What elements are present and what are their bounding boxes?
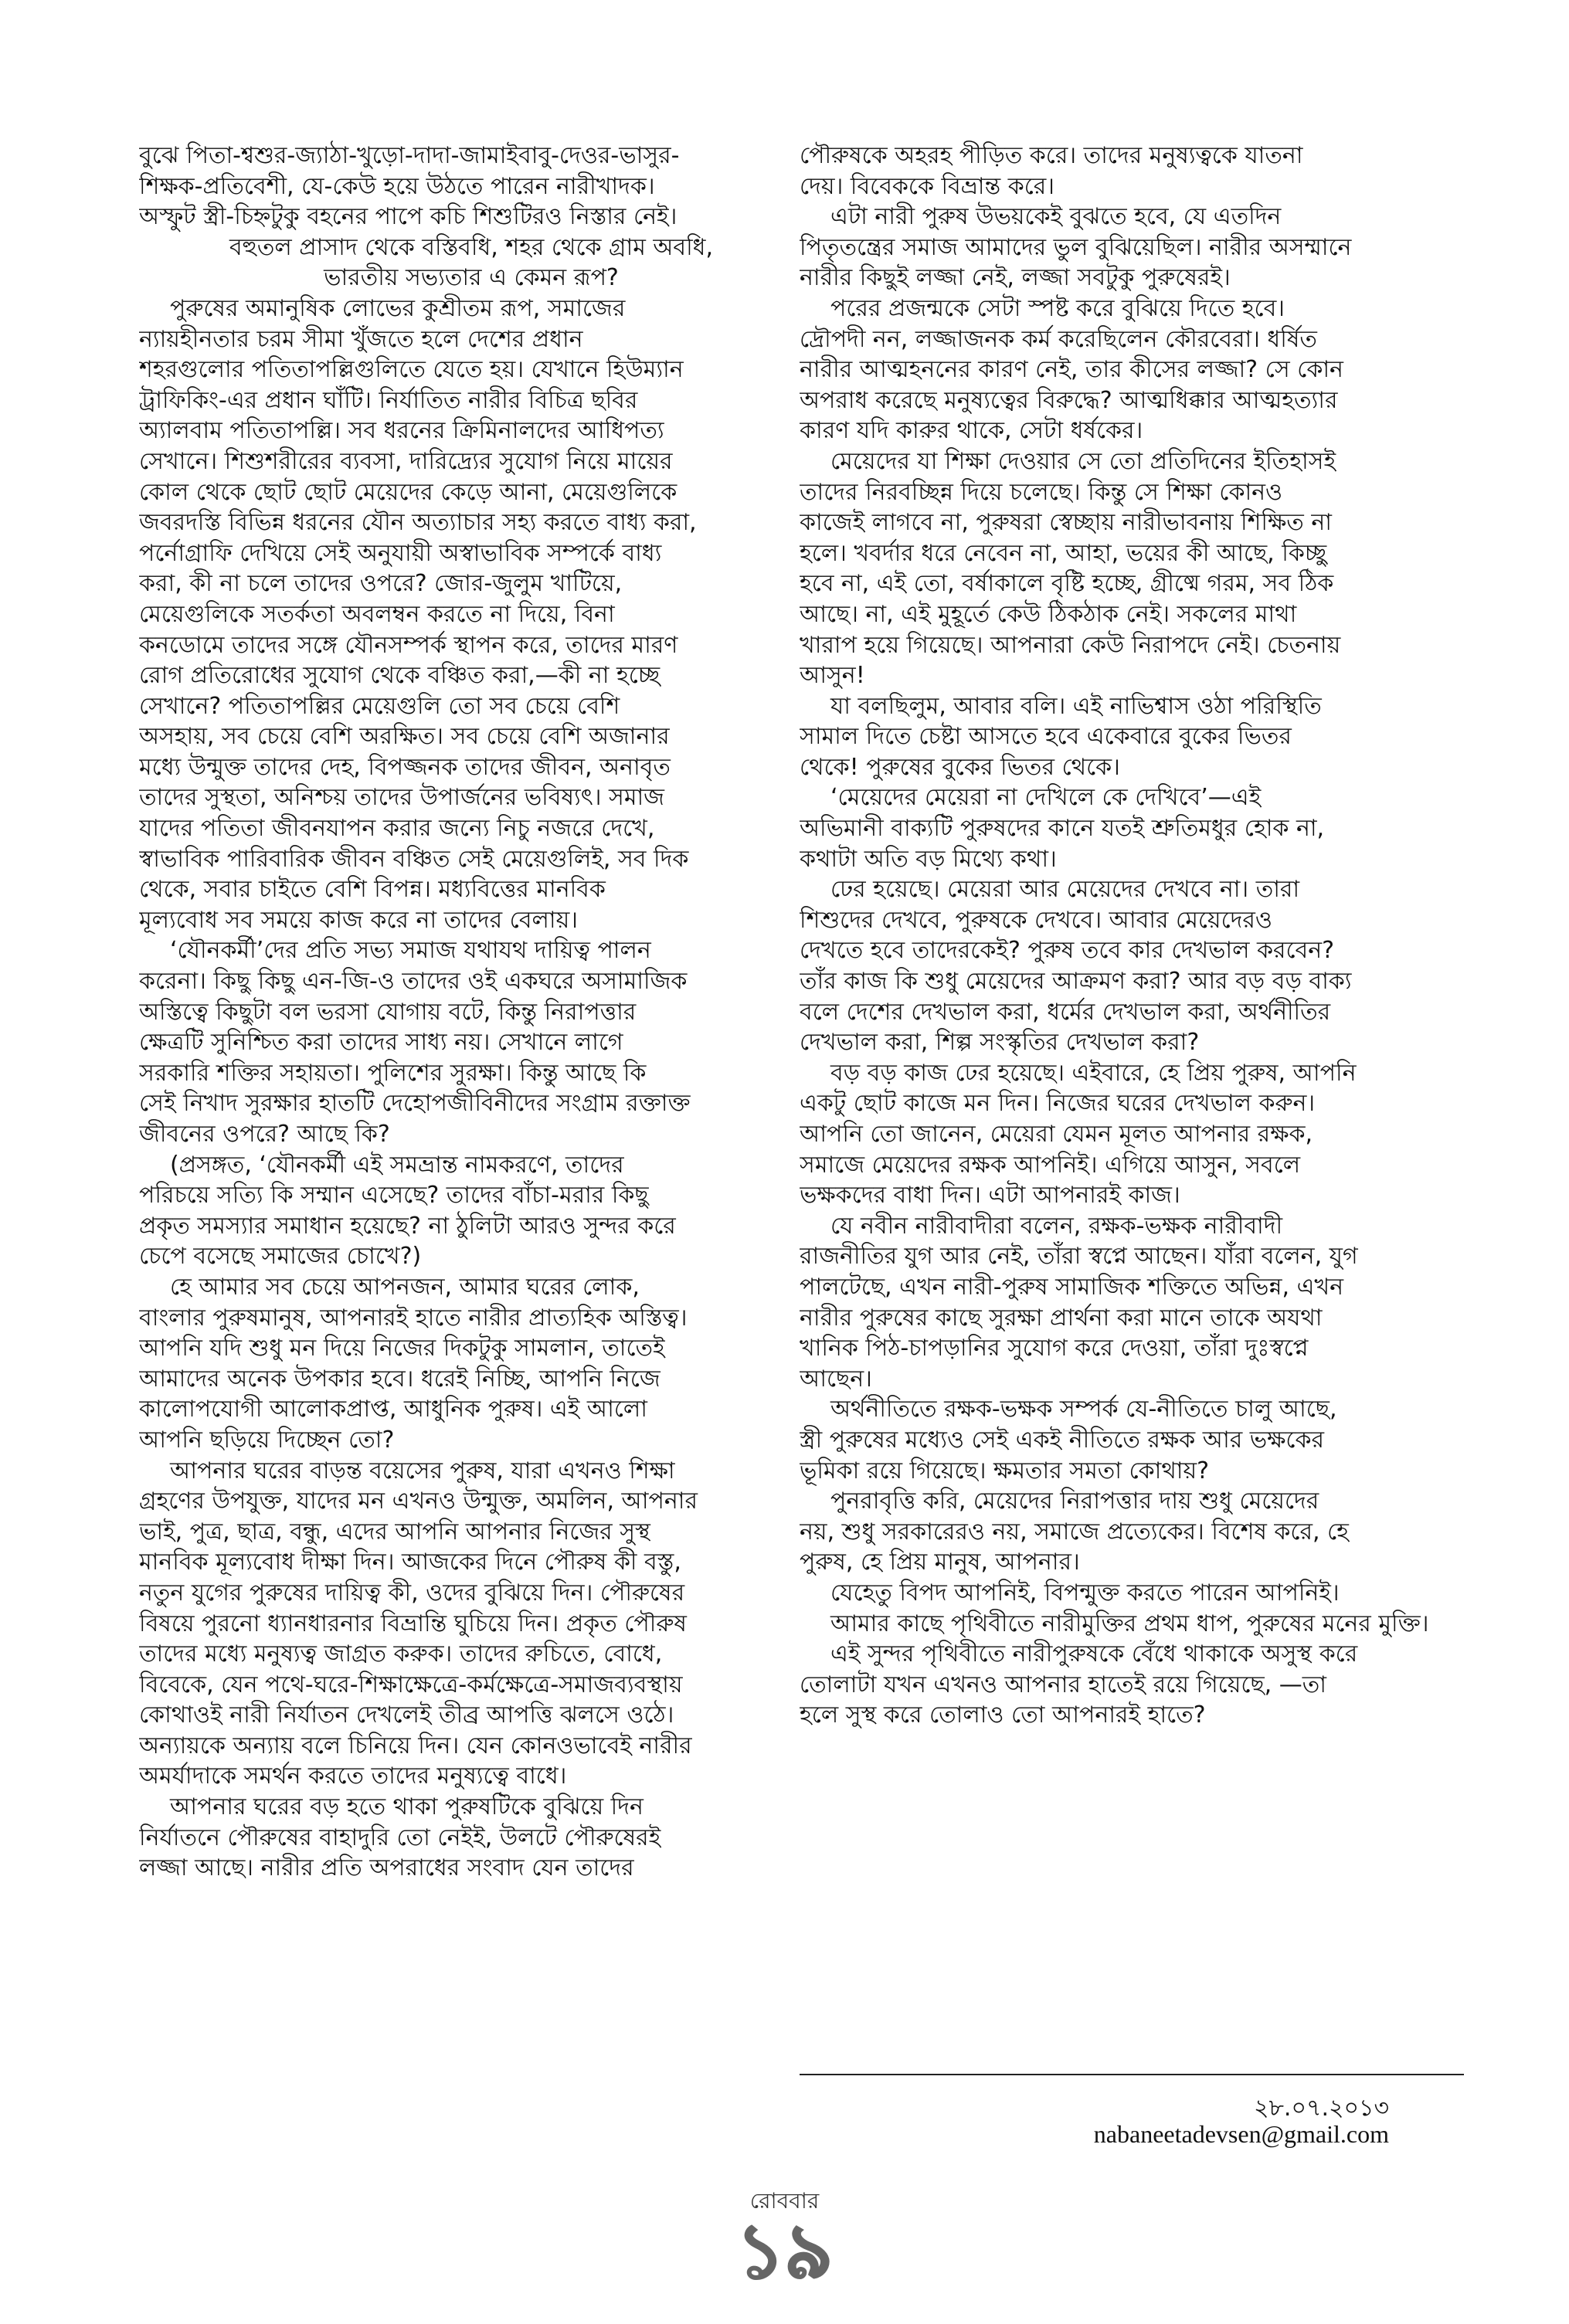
text-line: পালটেছে, এখন নারী-পুরুষ সামাজিক শক্তিতে অভিন্ন, এখন: [800, 1273, 1344, 1301]
text-line: কারণ যদি কারুর থাকে, সেটা ধর্ষকের।: [800, 417, 1143, 445]
author-email[interactable]: nabaneetadevsen@gmail.com: [1093, 2120, 1389, 2148]
text-line: খারাপ হয়ে গিয়েছে। আপনারা কেউ নিরাপদে নেই। চেতনায়: [800, 631, 1341, 659]
text-line: সেখানে? পতিতাপল্লির মেয়েগুলি তো সব চেয়ে বেশি: [139, 692, 620, 720]
text-line: খানিক পিঠ-চাপড়ানির সুযোগ করে দেওয়া, তাঁরা দুঃস্বপ্নে: [800, 1335, 1309, 1362]
text-line: আছে। না, এই মুহূর্তে কেউ ঠিকঠাক নেই। সকলের মাথা: [800, 600, 1297, 628]
text-line: অ্যালবাম পতিতাপল্লি। সব ধরনের ক্রিমিনালদের আধিপত্য: [139, 417, 664, 445]
magazine-name: রোববার: [749, 2188, 820, 2214]
text-line: যা বলছিলুম, আবার বলি। এই নাভিশ্বাস ওঠা পরিস্থিতি: [830, 692, 1322, 720]
text-line: সরকারি শক্তির সহায়তা। পুলিশের সুরক্ষা। কিন্তু আছে কি: [139, 1059, 647, 1087]
text-line: আপনি তো জানেন, মেয়েরা যেমন মূলত আপনার রক্ষক,: [800, 1121, 1313, 1148]
text-line: হে আমার সব চেয়ে আপনজন, আমার ঘরের লোক,: [170, 1273, 640, 1301]
text-line: তোলাটা যখন এখনও আপনার হাতেই রয়ে গিয়েছে, —তা: [800, 1671, 1326, 1698]
text-line: জবরদস্তি বিভিন্ন ধরনের যৌন অত্যাচার সহ্য করতে বাধ্য করা,: [139, 509, 697, 537]
text-line: পুরুষ, হে প্রিয় মানুষ, আপনার।: [800, 1549, 1080, 1576]
text-line: অন্যায়কে অন্যায় বলে চিনিয়ে দিন। যেন কোনওভাবেই নারীর: [139, 1732, 692, 1759]
text-line: রাজনীতির যুগ আর নেই, তাঁরা স্বপ্নে আছেন। যাঁরা বলেন, যুগ: [800, 1243, 1358, 1271]
text-line: ট্রাফিকিং-এর প্রধান ঘাঁটি। নির্যাতিত নারীর বিচিত্র ছবির: [139, 386, 638, 414]
text-line: তাদের মধ্যে মনুষ্যত্ব জাগ্রত করুক। তাদের রুচিতে, বোধে,: [139, 1640, 663, 1668]
text-line: আপনার ঘরের বড় হতে থাকা পুরুষটিকে বুঝিয়ে দিন: [170, 1793, 644, 1821]
text-line: শিশুদের দেখবে, পুরুষকে দেখবে। আবার মেয়েদেরও: [800, 906, 1273, 934]
footer-divider: [800, 2074, 1464, 2075]
text-line: কালোপযোগী আলোকপ্রাপ্ত, আধুনিক পুরুষ। এই আলো: [139, 1396, 647, 1423]
text-line: নারীর কিছুই লজ্জা নেই, লজ্জা সবটুকু পুরুষেরই।: [800, 264, 1231, 292]
right-column: [800, 141, 1464, 1731]
text-line: থেকে! পুরুষের বুকের ভিতর থেকে।: [800, 753, 1120, 781]
text-line: আপনি ছড়িয়ে দিচ্ছেন তো?: [139, 1426, 395, 1454]
text-line: মানবিক মূল্যবোধ দীক্ষা দিন। আজকের দিনে পৌরুষ কী বস্তু,: [139, 1549, 681, 1576]
text-line: মধ্যে উন্মুক্ত তাদের দেহ, বিপজ্জনক তাদের জীবন, অনাবৃত: [139, 753, 671, 781]
text-line: আপনার ঘরের বাড়ন্ত বয়েসের পুরুষ, যারা এখনও শিক্ষা: [170, 1457, 675, 1484]
text-line: আমার কাছে পৃথিবীতে নারীমুক্তির প্রথম ধাপ, পুরুষের মনের মুক্তি।: [830, 1610, 1429, 1637]
text-line: সেখানে। শিশুশরীরের ব্যবসা, দারিদ্র্যের সুযোগ নিয়ে মায়ের: [139, 447, 673, 475]
text-line: নারীর আত্মহননের কারণ নেই, তার কীসের লজ্জা? সে কোন: [800, 356, 1343, 384]
text-line: পিতৃতন্ত্রের সমাজ আমাদের ভুল বুঝিয়েছিল। নারীর অসম্মানে: [800, 233, 1352, 261]
text-line: গ্রহণের উপযুক্ত, যাদের মন এখনও উন্মুক্ত, অমলিন, আপনার: [139, 1488, 698, 1515]
text-line: (প্রসঙ্গত, ‘যৌনকর্মী এই সমভ্রান্ত নামকরণে, তাদের: [170, 1151, 624, 1179]
text-line: তাঁর কাজ কি শুধু মেয়েদের আক্রমণ করা? আর বড় বড় বাক্য: [800, 968, 1352, 996]
page-number: ১৯: [736, 2208, 833, 2295]
text-line: পর্নোগ্রাফি দেখিয়ে সেই অনুযায়ী অস্বাভাবিক সম্পর্কে বাধ্য: [139, 539, 662, 567]
text-line: এটা নারী পুরুষ উভয়কেই বুঝতে হবে, যে এতদিন: [830, 203, 1282, 231]
text-line: একটু ছোট কাজে মন দিন। নিজের ঘরের দেখভাল করুন।: [800, 1090, 1316, 1118]
text-line: যেহেতু বিপদ আপনিই, বিপন্মুক্ত করতে পারেন আপনিই।: [830, 1579, 1340, 1606]
text-line: ভূমিকা রয়ে গিয়েছে। ক্ষমতার সমতা কোথায়?: [800, 1457, 1210, 1484]
text-line: সেই নিখাদ সুরক্ষার হাতটি দেহোপজীবিনীদের সংগ্রাম রক্তাক্ত: [139, 1090, 691, 1118]
text-line: নারীর পুরুষের কাছে সুরক্ষা প্রার্থনা করা মানে তাকে অযথা: [800, 1304, 1323, 1332]
text-line: ভাই, পুত্র, ছাত্র, বন্ধু, এদের আপনি আপনার নিজের সুস্থ: [139, 1518, 650, 1545]
text-line: তাদের সুস্থতা, অনিশ্চয় তাদের উপার্জনের ভবিষ্যৎ। সমাজ: [139, 784, 665, 812]
text-line: ঢের হয়েছে। মেয়েরা আর মেয়েদের দেখবে না। তারা: [830, 876, 1300, 904]
text-line: হলে সুস্থ করে তোলাও তো আপনারই হাতে?: [800, 1701, 1206, 1729]
text-line: জীবনের ওপরে? আছে কি?: [139, 1121, 390, 1148]
text-line: অপরাধ করেছে মনুষ্যত্বের বিরুদ্ধে? আত্মধিক্কার আত্মহত্যার: [800, 386, 1338, 414]
text-line: পুরুষের অমানুষিক লোভের কুশ্রীতম রূপ, সমাজের: [170, 294, 626, 322]
text-line: ‘যৌনকর্মী’দের প্রতি সভ্য সমাজ যথাযথ দায়িত্ব পালন: [170, 937, 651, 965]
text-line: পরিচয়ে সত্যি কি সম্মান এসেছে? তাদের বাঁচা-মরার কিছু: [139, 1182, 649, 1209]
text-line: অমর্যাদাকে সমর্থন করতে তাদের মনুষ্যত্বে বাধে।: [139, 1763, 567, 1790]
verse-line: বহুতল প্রাসাদ থেকে বস্তিবধি, শহর থেকে গ্রাম অবধি,: [229, 233, 714, 261]
text-line: অস্তিত্বে কিছুটা বল ভরসা যোগায় বটে, কিন্তু নিরাপত্তার: [139, 998, 637, 1026]
text-line: নির্যাতনে পৌরুষের বাহাদুরি তো নেইই, উলটে পৌরুষেরই: [139, 1824, 661, 1851]
text-line: বড় বড় কাজ ঢের হয়েছে। এইবারে, হে প্রিয় পুরুষ, আপনি: [830, 1059, 1357, 1087]
text-line: কনডোমে তাদের সঙ্গে যৌনসম্পর্ক স্থাপন করে, তাদের মারণ: [139, 631, 678, 659]
text-line: মেয়েদের যা শিক্ষা দেওয়ার সে তো প্রতিদিনের ইতিহাসই: [830, 447, 1336, 475]
text-line: আমাদের অনেক উপকার হবে। ধরেই নিচ্ছি, আপনি নিজে: [139, 1365, 661, 1393]
text-line: বলে দেশের দেখভাল করা, ধর্মের দেখভাল করা, অর্থনীতির: [800, 998, 1331, 1026]
text-line: কোল থেকে ছোট ছোট মেয়েদের কেড়ে আনা, মেয়েগুলিকে: [139, 478, 678, 506]
text-line: স্ত্রী পুরুষের মধ্যেও সেই একই নীতিতে রক্ষক আর ভক্ষকের: [800, 1426, 1324, 1454]
text-line: মূল্যবোধ সব সময়ে কাজ করে না তাদের বেলায়।: [139, 906, 578, 934]
text-line: যে নবীন নারীবাদীরা বলেন, রক্ষক-ভক্ষক নারীবাদী: [830, 1212, 1283, 1240]
text-line: অভিমানী বাক্যটি পুরুষদের কানে যতই শ্রুতিমধুর হোক না,: [800, 815, 1325, 843]
text-line: তাদের নিরবচ্ছিন্ন দিয়ে চলেছে। কিন্তু সে শিক্ষা কোনও: [800, 478, 1283, 506]
text-line: বাংলার পুরুষমানুষ, আপনারই হাতে নারীর প্রাত্যহিক অস্তিত্ব।: [139, 1304, 688, 1332]
text-line: দেয়। বিবেককে বিভ্রান্ত করে।: [800, 172, 1054, 200]
text-line: কোথাওই নারী নির্যাতন দেখলেই তীব্র আপত্তি ঝলসে ওঠে।: [139, 1701, 674, 1729]
verse-line: ভারতীয় সভ্যতার এ কেমন রূপ?: [324, 264, 619, 292]
text-line: দেখভাল করা, শিল্প সংস্কৃতির দেখভাল করা?: [800, 1029, 1200, 1057]
text-line: কথাটা অতি বড় মিথ্যে কথা।: [800, 845, 1057, 873]
text-line: শহরগুলোর পতিতাপল্লিগুলিতে যেতে হয়। যেখানে হিউম্যান: [139, 356, 684, 384]
text-line: এই সুন্দর পৃথিবীতে নারীপুরুষকে বেঁধে থাকাকে অসুস্থ করে: [830, 1640, 1358, 1668]
text-line: স্বাভাবিক পারিবারিক জীবন বঞ্চিত সেই মেয়েগুলিই, সব দিক: [139, 845, 689, 873]
text-line: ন্যায়হীনতার চরম সীমা খুঁজতে হলে দেশের প্রধান: [139, 325, 583, 353]
text-line: ভক্ষকদের বাধা দিন। এটা আপনারই কাজ।: [800, 1182, 1180, 1209]
text-line: নতুন যুগের পুরুষের দায়িত্ব কী, ওদের বুঝিয়ে দিন। পৌরুষের: [139, 1579, 685, 1606]
text-line: বিষয়ে পুরনো ধ্যানধারনার বিভ্রান্তি ঘুচিয়ে দিন। প্রকৃত পৌরুষ: [139, 1610, 687, 1637]
text-line: চেপে বসেছে সমাজের চোখে?): [139, 1243, 422, 1271]
text-line: সমাজে মেয়েদের রক্ষক আপনিই। এগিয়ে আসুন, সবলে: [800, 1151, 1301, 1179]
text-line: করেনা। কিছু কিছু এন-জি-ও তাদের ওই একঘরে অসামাজিক: [139, 968, 688, 996]
text-line: থেকে, সবার চাইতে বেশি বিপন্ন। মধ্যবিত্তের মানবিক: [139, 876, 606, 904]
text-line: অর্থনীতিতে রক্ষক-ভক্ষক সম্পর্ক যে-নীতিতে চালু আছে,: [830, 1396, 1337, 1423]
text-line: সামাল দিতে চেষ্টা আসতে হবে একেবারে বুকের ভিতর: [800, 723, 1292, 751]
text-line: আছেন।: [800, 1365, 872, 1393]
text-line: করা, কী না চলে তাদের ওপরে? জোর-জুলুম খাটিয়ে,: [139, 570, 623, 598]
text-line: দেখতে হবে তাদেরকেই? পুরুষ তবে কার দেখভাল করবেন?: [800, 937, 1335, 965]
text-line: কাজেই লাগবে না, পুরুষরা স্বেচ্ছায় নারীভাবনায় শিক্ষিত না: [800, 509, 1332, 537]
text-line: শিক্ষক-প্রতিবেশী, যে-কেউ হয়ে উঠতে পারেন নারীখাদক।: [139, 172, 655, 200]
text-line: ক্ষেত্রটি সুনিশ্চিত করা তাদের সাধ্য নয়। সেখানে লাগে: [139, 1029, 623, 1057]
text-line: অস্ফুট স্ত্রী-চিহ্নটুকু বহনের পাপে কচি শিশুটিরও নিস্তার নেই।: [139, 203, 678, 231]
text-line: পুনরাবৃত্তি করি, মেয়েদের নিরাপত্তার দায় শুধু মেয়েদের: [830, 1488, 1319, 1515]
text-line: প্রকৃত সমস্যার সমাধান হয়েছে? না ঠুলিটা আরও সুন্দর করে: [139, 1212, 676, 1240]
text-line: আপনি যদি শুধু মন দিয়ে নিজের দিকটুকু সামলান, তাতেই: [139, 1335, 665, 1362]
text-line: অসহায়, সব চেয়ে বেশি অরক্ষিত। সব চেয়ে বেশি অজানার: [139, 723, 670, 751]
text-line: হবে না, এই তো, বর্ষাকালে বৃষ্টি হচ্ছে, গ্রীষ্মে গরম, সব ঠিক: [800, 570, 1334, 598]
text-line: রোগ প্রতিরোধের সুযোগ থেকে বঞ্চিত করা,—কী না হচ্ছে: [139, 662, 661, 690]
text-line: ‘মেয়েদের মেয়েরা না দেখিলে কে দেখিবে’—এই: [830, 784, 1262, 812]
text-line: পৌরুষকে অহরহ পীড়িত করে। তাদের মনুষ্যত্বকে যাতনা: [800, 142, 1303, 169]
left-column: [139, 141, 803, 1884]
text-line: বিবেকে, যেন পথে-ঘরে-শিক্ষাক্ষেত্রে-কর্মক্ষেত্রে-সমাজব্যবস্থায়: [139, 1671, 683, 1698]
text-line: যাদের পতিতা জীবনযাপন করার জন্যে নিচু নজরে দেখে,: [139, 815, 655, 843]
text-line: পরের প্রজন্মকে সেটা স্পষ্ট করে বুঝিয়ে দিতে হবে।: [830, 294, 1285, 322]
text-line: আসুন!: [800, 662, 865, 690]
text-line: মেয়েগুলিকে সতর্কতা অবলম্বন করতে না দিয়ে, বিনা: [139, 600, 615, 628]
text-line: লজ্জা আছে। নারীর প্রতি অপরাধের সংবাদ যেন তাদের: [139, 1854, 634, 1882]
text-line: বুঝে পিতা-শ্বশুর-জ্যাঠা-খুড়ো-দাদা-জামাইবাবু-দেওর-ভাসুর-: [139, 142, 680, 169]
text-line: নয়, শুধু সরকারেরও নয়, সমাজে প্রত্যেকের। বিশেষ করে, হে: [800, 1518, 1349, 1545]
text-line: হলে। খবর্দার ধরে নেবেন না, আহা, ভয়ের কী আছে, কিচ্ছু: [800, 539, 1327, 567]
article-date: ২৮.০৭.২০১৩: [1253, 2095, 1389, 2122]
text-line: দ্রৌপদী নন, লজ্জাজনক কর্ম করেছিলেন কৌরবেরা। ধর্ষিত: [800, 325, 1317, 353]
